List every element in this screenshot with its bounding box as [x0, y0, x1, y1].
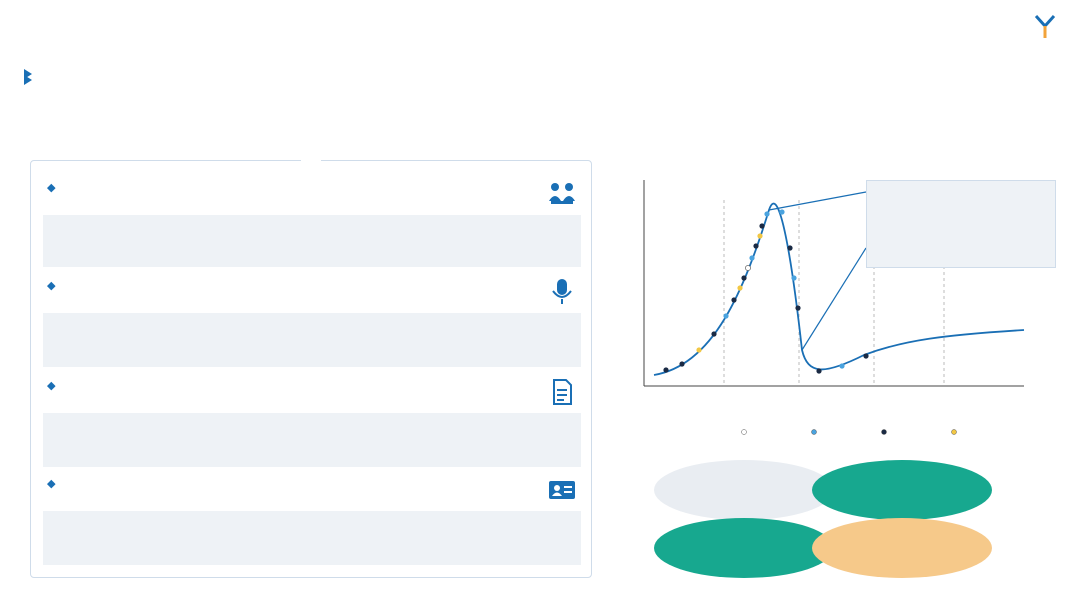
value-venn-diagram [604, 458, 1058, 584]
venn-ellipse [654, 518, 834, 578]
tech-section-rpa [43, 475, 581, 565]
large-model-panel [604, 160, 1058, 578]
section-title: ◆ [47, 379, 56, 392]
panel-title [31, 152, 591, 171]
curve-markers [663, 209, 868, 373]
legend-marker [882, 430, 887, 435]
callout-pointer [769, 192, 866, 210]
section-title: ◆ [47, 279, 56, 292]
tech-section-ocr [43, 377, 581, 467]
section-title: ◆ [47, 477, 56, 490]
legend-marker [812, 430, 817, 435]
summary-bullets [22, 64, 1062, 70]
venn-ellipse [654, 460, 834, 520]
document-icon [547, 377, 577, 407]
tech-section-speech [43, 277, 581, 367]
gartner-callout [866, 180, 1056, 268]
tech-section-vision [43, 179, 581, 267]
section-body [43, 215, 581, 267]
legend-marker [952, 430, 957, 435]
id-card-icon [547, 475, 577, 505]
callout-pointer [802, 248, 866, 350]
microphone-icon [547, 277, 577, 307]
traditional-ai-panel [30, 160, 592, 578]
chart-legend [742, 430, 957, 435]
brand-logo [1034, 14, 1060, 40]
panel-title-text [301, 155, 321, 170]
venn-ellipse [812, 518, 992, 578]
section-body [43, 511, 581, 565]
logo-mark-icon [1034, 14, 1056, 40]
legend-marker [742, 430, 747, 435]
section-body [43, 413, 581, 467]
section-title: ◆ [47, 181, 56, 194]
section-body [43, 313, 581, 367]
interview-people-icon [547, 179, 577, 209]
venn-ellipse [812, 460, 992, 520]
